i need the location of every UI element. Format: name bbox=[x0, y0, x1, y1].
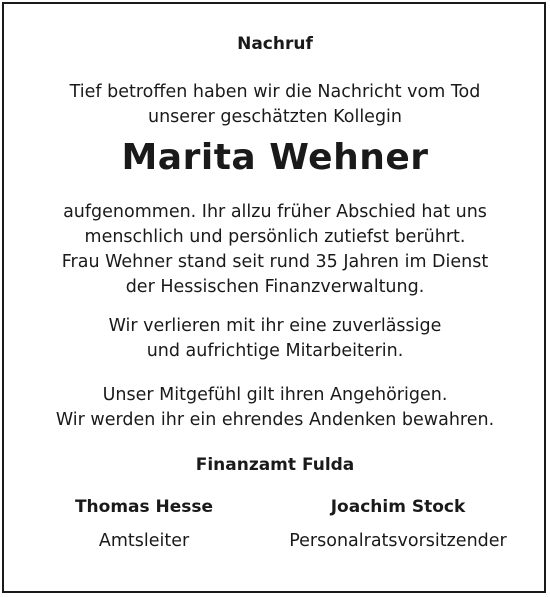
body-paragraph-2 bbox=[0, 314, 550, 364]
body-paragraph-1 bbox=[0, 200, 550, 300]
signatory-right bbox=[268, 496, 528, 556]
intro-paragraph bbox=[0, 80, 550, 130]
signatory-left bbox=[14, 496, 274, 556]
intro-line: Tief betroffen haben wir die Nachricht vom Tod bbox=[69, 82, 481, 102]
body-line: Wir werden ihr ein ehrendes Andenken bewahren. bbox=[55, 410, 495, 430]
body-paragraph-3 bbox=[0, 383, 550, 433]
deceased-name: Marita Wehner bbox=[121, 137, 429, 178]
body-line: Frau Wehner stand seit rund 35 Jahren im Dienst bbox=[61, 252, 489, 272]
body-line: der Hessischen Finanzverwaltung. bbox=[125, 277, 425, 297]
intro-line: unserer geschätzten Kollegin bbox=[147, 107, 403, 127]
notice-heading: Nachruf bbox=[237, 34, 313, 54]
signatory-role: Personalratsvorsitzender bbox=[289, 531, 507, 551]
body-line: und aufrichtige Mitarbeiterin. bbox=[146, 341, 404, 361]
body-line: menschlich und persönlich zutiefst berührt. bbox=[84, 227, 466, 247]
signatory-role: Amtsleiter bbox=[98, 531, 190, 551]
body-line: Wir verlieren mit ihr eine zuverlässige bbox=[108, 316, 442, 336]
signatory-name: Thomas Hesse bbox=[74, 497, 214, 517]
signatory-name: Joachim Stock bbox=[330, 497, 466, 517]
organization-name: Finanzamt Fulda bbox=[195, 455, 355, 475]
body-line: aufgenommen. Ihr allzu früher Abschied hat uns bbox=[63, 202, 487, 222]
body-line: Unser Mitgefühl gilt ihren Angehörigen. bbox=[102, 385, 448, 405]
